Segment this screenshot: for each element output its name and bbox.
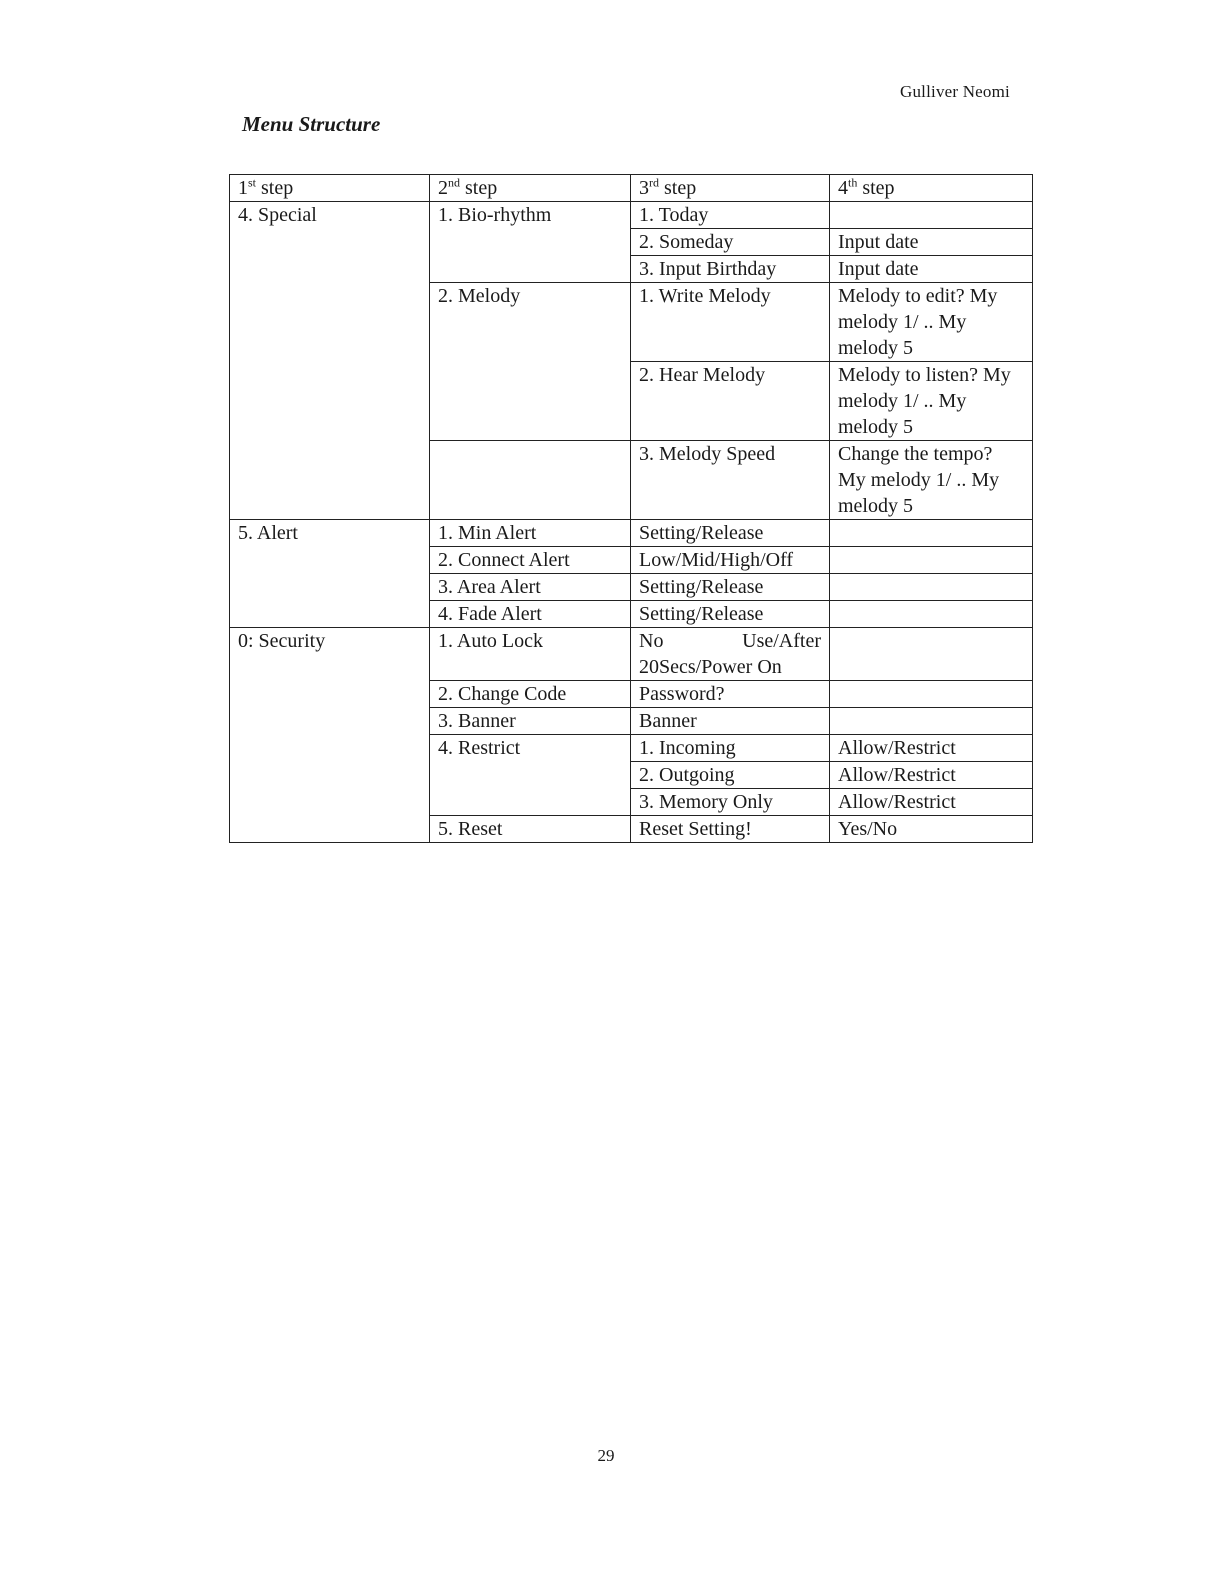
- column-header-step-2: 2nd step: [430, 175, 631, 202]
- menu-area-alert: 3. Area Alert: [430, 574, 631, 601]
- menu-write-melody-action: Melody to edit? My melody 1/ .. My melody 5: [830, 283, 1033, 362]
- auto-lock-option-power-on: 20Secs/Power On: [639, 656, 782, 678]
- menu-auto-lock: 1. Auto Lock: [430, 628, 631, 681]
- menu-connect-alert: 2. Connect Alert: [430, 547, 631, 574]
- auto-lock-option-no: No: [639, 630, 664, 652]
- menu-auto-lock-options: [631, 628, 830, 681]
- menu-area-alert-option: Setting/Release: [631, 574, 830, 601]
- menu-someday: 2. Someday: [631, 229, 830, 256]
- menu-min-alert: 1. Min Alert: [430, 520, 631, 547]
- menu-input-birthday: 3. Input Birthday: [631, 256, 830, 283]
- menu-restrict: 4. Restrict: [430, 735, 631, 816]
- menu-change-code-option: Password?: [631, 681, 830, 708]
- empty-cell: [830, 574, 1033, 601]
- auto-lock-option-use-after: Use/After: [742, 630, 821, 652]
- menu-today: 1. Today: [631, 202, 830, 229]
- menu-melody-speed: 3. Melody Speed: [631, 441, 830, 520]
- empty-cell: [830, 202, 1033, 229]
- empty-cell: [830, 547, 1033, 574]
- menu-write-melody: 1. Write Melody: [631, 283, 830, 362]
- menu-banner-option: Banner: [631, 708, 830, 735]
- menu-alert: 5. Alert: [230, 520, 430, 628]
- column-header-step-1: 1st step: [230, 175, 430, 202]
- menu-memory-only: 3. Memory Only: [631, 789, 830, 816]
- menu-incoming-option: Allow/Restrict: [830, 735, 1033, 762]
- menu-someday-action: Input date: [830, 229, 1033, 256]
- empty-cell: [830, 681, 1033, 708]
- menu-melody-speed-action: Change the tempo? My melody 1/ .. My melody 5: [830, 441, 1033, 520]
- menu-fade-alert-option: Setting/Release: [631, 601, 830, 628]
- page-number: 29: [597, 1446, 615, 1465]
- menu-melody: 2. Melody: [430, 283, 631, 441]
- menu-hear-melody: 2. Hear Melody: [631, 362, 830, 441]
- menu-input-birthday-action: Input date: [830, 256, 1033, 283]
- running-header-author: Gulliver Neomi: [900, 82, 1010, 101]
- menu-connect-alert-option: Low/Mid/High/Off: [631, 547, 830, 574]
- menu-reset: 5. Reset: [430, 816, 631, 843]
- page-title: Menu Structure: [242, 112, 381, 136]
- column-header-step-3: 3rd step: [631, 175, 830, 202]
- table-row: [230, 628, 1033, 681]
- menu-outgoing-option: Allow/Restrict: [830, 762, 1033, 789]
- menu-fade-alert: 4. Fade Alert: [430, 601, 631, 628]
- table-row: [230, 520, 1033, 547]
- menu-reset-confirm: Yes/No: [830, 816, 1033, 843]
- menu-hear-melody-action: Melody to listen? My melody 1/ .. My melody 5: [830, 362, 1033, 441]
- menu-incoming: 1. Incoming: [631, 735, 830, 762]
- table-header-row: [230, 175, 1033, 202]
- empty-cell: [830, 520, 1033, 547]
- menu-outgoing: 2. Outgoing: [631, 762, 830, 789]
- table-row: [230, 202, 1033, 229]
- empty-cell: [430, 441, 631, 520]
- menu-reset-option: Reset Setting!: [631, 816, 830, 843]
- menu-structure-table: [229, 174, 1033, 843]
- menu-special: 4. Special: [230, 202, 430, 520]
- empty-cell: [830, 708, 1033, 735]
- menu-banner: 3. Banner: [430, 708, 631, 735]
- menu-memory-only-option: Allow/Restrict: [830, 789, 1033, 816]
- empty-cell: [830, 628, 1033, 681]
- menu-min-alert-option: Setting/Release: [631, 520, 830, 547]
- empty-cell: [830, 601, 1033, 628]
- menu-change-code: 2. Change Code: [430, 681, 631, 708]
- column-header-step-4: 4th step: [830, 175, 1033, 202]
- menu-security: 0: Security: [230, 628, 430, 843]
- menu-bio-rhythm: 1. Bio-rhythm: [430, 202, 631, 283]
